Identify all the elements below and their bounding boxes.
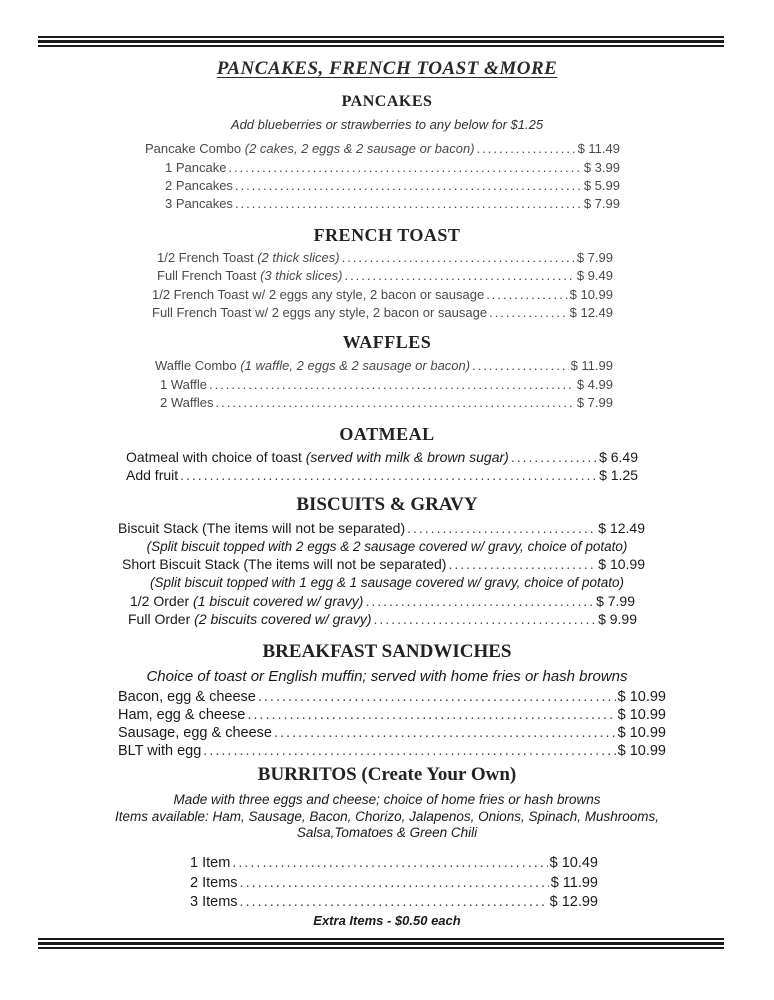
menu-item-bacon-egg-cheese: Bacon, egg & cheese ..... $ 10.99: [118, 689, 666, 705]
menu-item-half-order: 1/2 Order (1 biscuit covered w/ gravy) ..... $ 7.99: [130, 593, 635, 609]
short-biscuit-note: (Split biscuit topped with 1 egg & 1 sausage covered w/ gravy, choice of potato): [149, 575, 625, 590]
menu-item-full-french-toast: Full French Toast (3 thick slices) ..... $ 9.49: [157, 268, 613, 283]
menu-item-2-waffles: 2 Waffles ..... $ 7.99: [160, 395, 613, 410]
pancakes-heading: PANCAKES: [341, 93, 433, 110]
menu-item-1-item: 1 Item ..... $ 10.49: [190, 855, 598, 871]
menu-item-ham-egg-cheese: Ham, egg & cheese ..... $ 10.99: [118, 707, 666, 723]
page-title: PANCAKES, FRENCH TOAST &MORE: [216, 58, 558, 79]
menu-item-full-order: Full Order (2 biscuits covered w/ gravy) ..... $ 9.99: [128, 611, 637, 627]
burritos-items-available: Items available: Ham, Sausage, Bacon, Chorizo, Jalapenos, Onions, Spinach, Mushrooms,: [114, 809, 660, 824]
menu-item-biscuit-stack: Biscuit Stack (The items will not be separated) ..... $ 12.49: [118, 520, 645, 536]
menu-item-blt-with-egg: BLT with egg ..... $ 10.99: [118, 743, 666, 759]
menu-item-oatmeal: Oatmeal with choice of toast (served with milk & brown sugar) ..... $ 6.49: [126, 449, 638, 465]
waffles-heading: WAFFLES: [342, 332, 432, 352]
menu-item-2-items: 2 Items ..... $ 11.99: [190, 875, 598, 891]
oatmeal-heading: OATMEAL: [339, 424, 435, 444]
burritos-note: Made with three eggs and cheese; choice of home fries or hash browns: [173, 792, 601, 807]
menu-item-half-french-toast: 1/2 French Toast (2 thick slices) ..... $ 7.99: [157, 250, 613, 265]
burritos-items-available-cont: Salsa,Tomatoes & Green Chili: [296, 825, 478, 840]
menu-item-1-pancake: 1 Pancake ..... $ 3.99: [165, 160, 620, 175]
pancakes-note: Add blueberries or strawberries to any below for $1.25: [230, 117, 544, 132]
biscuit-stack-note: (Split biscuit topped with 2 eggs & 2 sausage covered w/ gravy, choice of potato): [146, 539, 628, 554]
menu-item-short-biscuit-stack: Short Biscuit Stack (The items will not be separated) ..... $ 10.99: [122, 556, 645, 572]
menu-item-3-items: 3 Items ..... $ 12.99: [190, 894, 598, 910]
menu-item-add-fruit: Add fruit ..... $ 1.25: [126, 467, 638, 483]
menu-item-full-french-toast-eggs: Full French Toast w/ 2 eggs any style, 2 bacon or sausage ..... $ 12.49: [152, 305, 613, 320]
menu-item-2-pancakes: 2 Pancakes ..... $ 5.99: [165, 178, 620, 193]
menu-item-waffle-combo: Waffle Combo (1 waffle, 2 eggs & 2 sausage or bacon) ..... $ 11.99: [155, 358, 613, 373]
sandwiches-heading: BREAKFAST SANDWICHES: [262, 641, 512, 662]
bottom-divider: [38, 938, 724, 954]
menu-item-1-waffle: 1 Waffle ..... $ 4.99: [160, 377, 613, 392]
menu-item-half-french-toast-eggs: 1/2 French Toast w/ 2 eggs any style, 2 bacon or sausage ..... $ 10.99: [152, 287, 613, 302]
extra-items-note: Extra Items - $0.50 each: [313, 913, 461, 928]
menu-item-pancake-combo: Pancake Combo (2 cakes, 2 eggs & 2 sausage or bacon) ..... $ 11.49: [145, 141, 620, 156]
top-divider: [38, 36, 724, 52]
burritos-heading: BURRITOS (Create Your Own): [257, 764, 517, 785]
menu-item-3-pancakes: 3 Pancakes ..... $ 7.99: [165, 196, 620, 211]
sandwiches-note: Choice of toast or English muffin; served with home fries or hash browns: [146, 668, 628, 685]
biscuits-heading: BISCUITS & GRAVY: [296, 494, 478, 515]
french-toast-heading: FRENCH TOAST: [313, 225, 461, 245]
menu-item-sausage-egg-cheese: Sausage, egg & cheese ..... $ 10.99: [118, 725, 666, 741]
